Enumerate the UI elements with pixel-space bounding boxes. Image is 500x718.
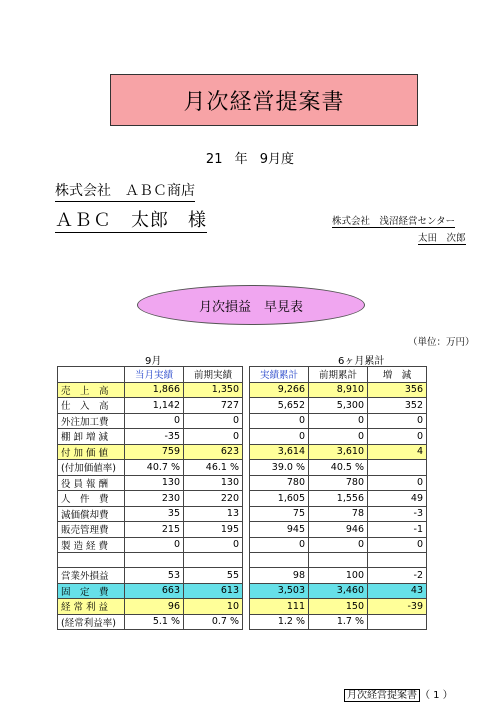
preparer-name: 太田 次郎 (418, 230, 466, 245)
row-value: 0 (184, 413, 243, 429)
report-period (0, 148, 500, 167)
row-label: 棚 卸 増 減 (58, 429, 125, 445)
row-value: 53 (125, 568, 184, 584)
row-value: 43 (368, 583, 427, 599)
row-label: 役 員 報 酬 (58, 475, 125, 491)
row-value: 98 (250, 568, 309, 584)
row-value: 100 (309, 568, 368, 584)
row-value: 1,350 (184, 382, 243, 398)
section-title: 月次損益 早見表 (137, 285, 365, 325)
row-value (250, 553, 309, 568)
row-value: 0 (250, 537, 309, 553)
table-row (58, 429, 427, 445)
row-value: 46.1 % (184, 460, 243, 476)
table-row (58, 413, 427, 429)
col-header: 前期累計 (309, 367, 368, 383)
row-value: 0 (125, 413, 184, 429)
table-row (58, 444, 427, 460)
row-value (368, 614, 427, 630)
row-value: 111 (250, 599, 309, 615)
period-month-unit: 月度 (268, 152, 295, 167)
row-label: 経 常 利 益 (58, 599, 125, 615)
header-blank (58, 367, 125, 383)
table-row (58, 491, 427, 507)
table-row (58, 614, 427, 630)
row-value: 0 (368, 413, 427, 429)
row-value: 230 (125, 491, 184, 507)
table-row (58, 537, 427, 553)
row-value: 130 (125, 475, 184, 491)
row-value: 727 (184, 398, 243, 414)
row-value (125, 553, 184, 568)
table-row (58, 398, 427, 414)
row-label: 販売管理費 (58, 522, 125, 538)
row-value: 8,910 (309, 382, 368, 398)
page-footer (344, 686, 453, 701)
row-label: 減価償却費 (58, 506, 125, 522)
row-value: 220 (184, 491, 243, 507)
row-value: 0 (309, 537, 368, 553)
row-value: 623 (184, 444, 243, 460)
row-value: 5,652 (250, 398, 309, 414)
table-row (58, 553, 427, 568)
row-value: 0 (125, 537, 184, 553)
preparer-org: 株式会社 浅沼経営センター (332, 213, 455, 228)
table-row (58, 583, 427, 599)
row-value: 3,614 (250, 444, 309, 460)
row-label: 営業外損益 (58, 568, 125, 584)
row-value: -1 (368, 522, 427, 538)
row-value: 0 (309, 429, 368, 445)
row-value: 150 (309, 599, 368, 615)
row-value: 1,605 (250, 491, 309, 507)
row-value: 356 (368, 382, 427, 398)
row-value: 5,300 (309, 398, 368, 414)
row-value: 9,266 (250, 382, 309, 398)
row-value: 75 (250, 506, 309, 522)
period-month: 9 (259, 152, 269, 167)
col-header: 増 減 (368, 367, 427, 383)
row-value: 130 (184, 475, 243, 491)
row-label: 固 定 費 (58, 583, 125, 599)
table-row (58, 506, 427, 522)
col-header: 当月実績 (125, 367, 184, 383)
row-label (58, 553, 125, 568)
row-value: 0 (184, 537, 243, 553)
table-row (58, 382, 427, 398)
row-label: 付 加 価 値 (58, 444, 125, 460)
row-value: 1,866 (125, 382, 184, 398)
row-value: 0.7 % (184, 614, 243, 630)
row-label: 製 造 経 費 (58, 537, 125, 553)
row-value: 78 (309, 506, 368, 522)
table-row (58, 568, 427, 584)
group-header-month: 9月 (145, 356, 162, 367)
row-value: 780 (309, 475, 368, 491)
row-value: 4 (368, 444, 427, 460)
row-label: 人 件 費 (58, 491, 125, 507)
row-value: 3,460 (309, 583, 368, 599)
row-value (368, 460, 427, 476)
client-name: ＡＢＣ 太郎 様 (55, 206, 207, 233)
row-value: 40.7 % (125, 460, 184, 476)
row-value: 1.2 % (250, 614, 309, 630)
row-value: 0 (250, 429, 309, 445)
row-value: 663 (125, 583, 184, 599)
row-value: 0 (368, 429, 427, 445)
row-value: 352 (368, 398, 427, 414)
col-header: 実績累計 (250, 367, 309, 383)
row-value: 10 (184, 599, 243, 615)
row-label: 売 上 高 (58, 382, 125, 398)
document-title: 月次経営提案書 (110, 74, 418, 126)
row-value: 945 (250, 522, 309, 538)
row-value: 215 (125, 522, 184, 538)
client-company: 株式会社 ＡＢＣ商店 (55, 180, 195, 202)
group-header-cumulative: 6ヶ月累計 (338, 356, 385, 367)
row-label: (経常利益率) (58, 614, 125, 630)
row-label: 外注加工費 (58, 413, 125, 429)
row-value: 1,556 (309, 491, 368, 507)
row-value: 13 (184, 506, 243, 522)
row-value: 96 (125, 599, 184, 615)
row-label: (付加価値率) (58, 460, 125, 476)
table-row (58, 599, 427, 615)
unit-label: （単位：万円） (408, 337, 475, 348)
row-value (184, 553, 243, 568)
row-value: 0 (368, 475, 427, 491)
row-value: 1,142 (125, 398, 184, 414)
row-value: 0 (184, 429, 243, 445)
row-value (368, 553, 427, 568)
row-value: 3,503 (250, 583, 309, 599)
row-value: 759 (125, 444, 184, 460)
row-value: -39 (368, 599, 427, 615)
period-year-unit: 年 (234, 152, 248, 167)
row-value: 55 (184, 568, 243, 584)
financial-table (57, 366, 427, 630)
row-value: 5.1 % (125, 614, 184, 630)
row-value: 40.5 % (309, 460, 368, 476)
row-value: -2 (368, 568, 427, 584)
row-value: 195 (184, 522, 243, 538)
period-year: 21 (205, 152, 223, 167)
row-value (309, 553, 368, 568)
row-value: -35 (125, 429, 184, 445)
row-value: 49 (368, 491, 427, 507)
row-value: 946 (309, 522, 368, 538)
row-value: 613 (184, 583, 243, 599)
page-number: （ 1 ） (420, 690, 453, 701)
row-value: 0 (368, 537, 427, 553)
row-label: 仕 入 高 (58, 398, 125, 414)
footer-label: 月次経営提案書 (344, 689, 420, 702)
row-value: 1.7 % (309, 614, 368, 630)
row-value: 3,610 (309, 444, 368, 460)
row-value: 0 (250, 413, 309, 429)
col-header: 前期実績 (184, 367, 243, 383)
row-value: -3 (368, 506, 427, 522)
table-row (58, 460, 427, 476)
row-value: 780 (250, 475, 309, 491)
row-value: 35 (125, 506, 184, 522)
table-header-row (58, 367, 427, 383)
row-value: 39.0 % (250, 460, 309, 476)
row-value: 0 (309, 413, 368, 429)
table-row (58, 475, 427, 491)
table-row (58, 522, 427, 538)
